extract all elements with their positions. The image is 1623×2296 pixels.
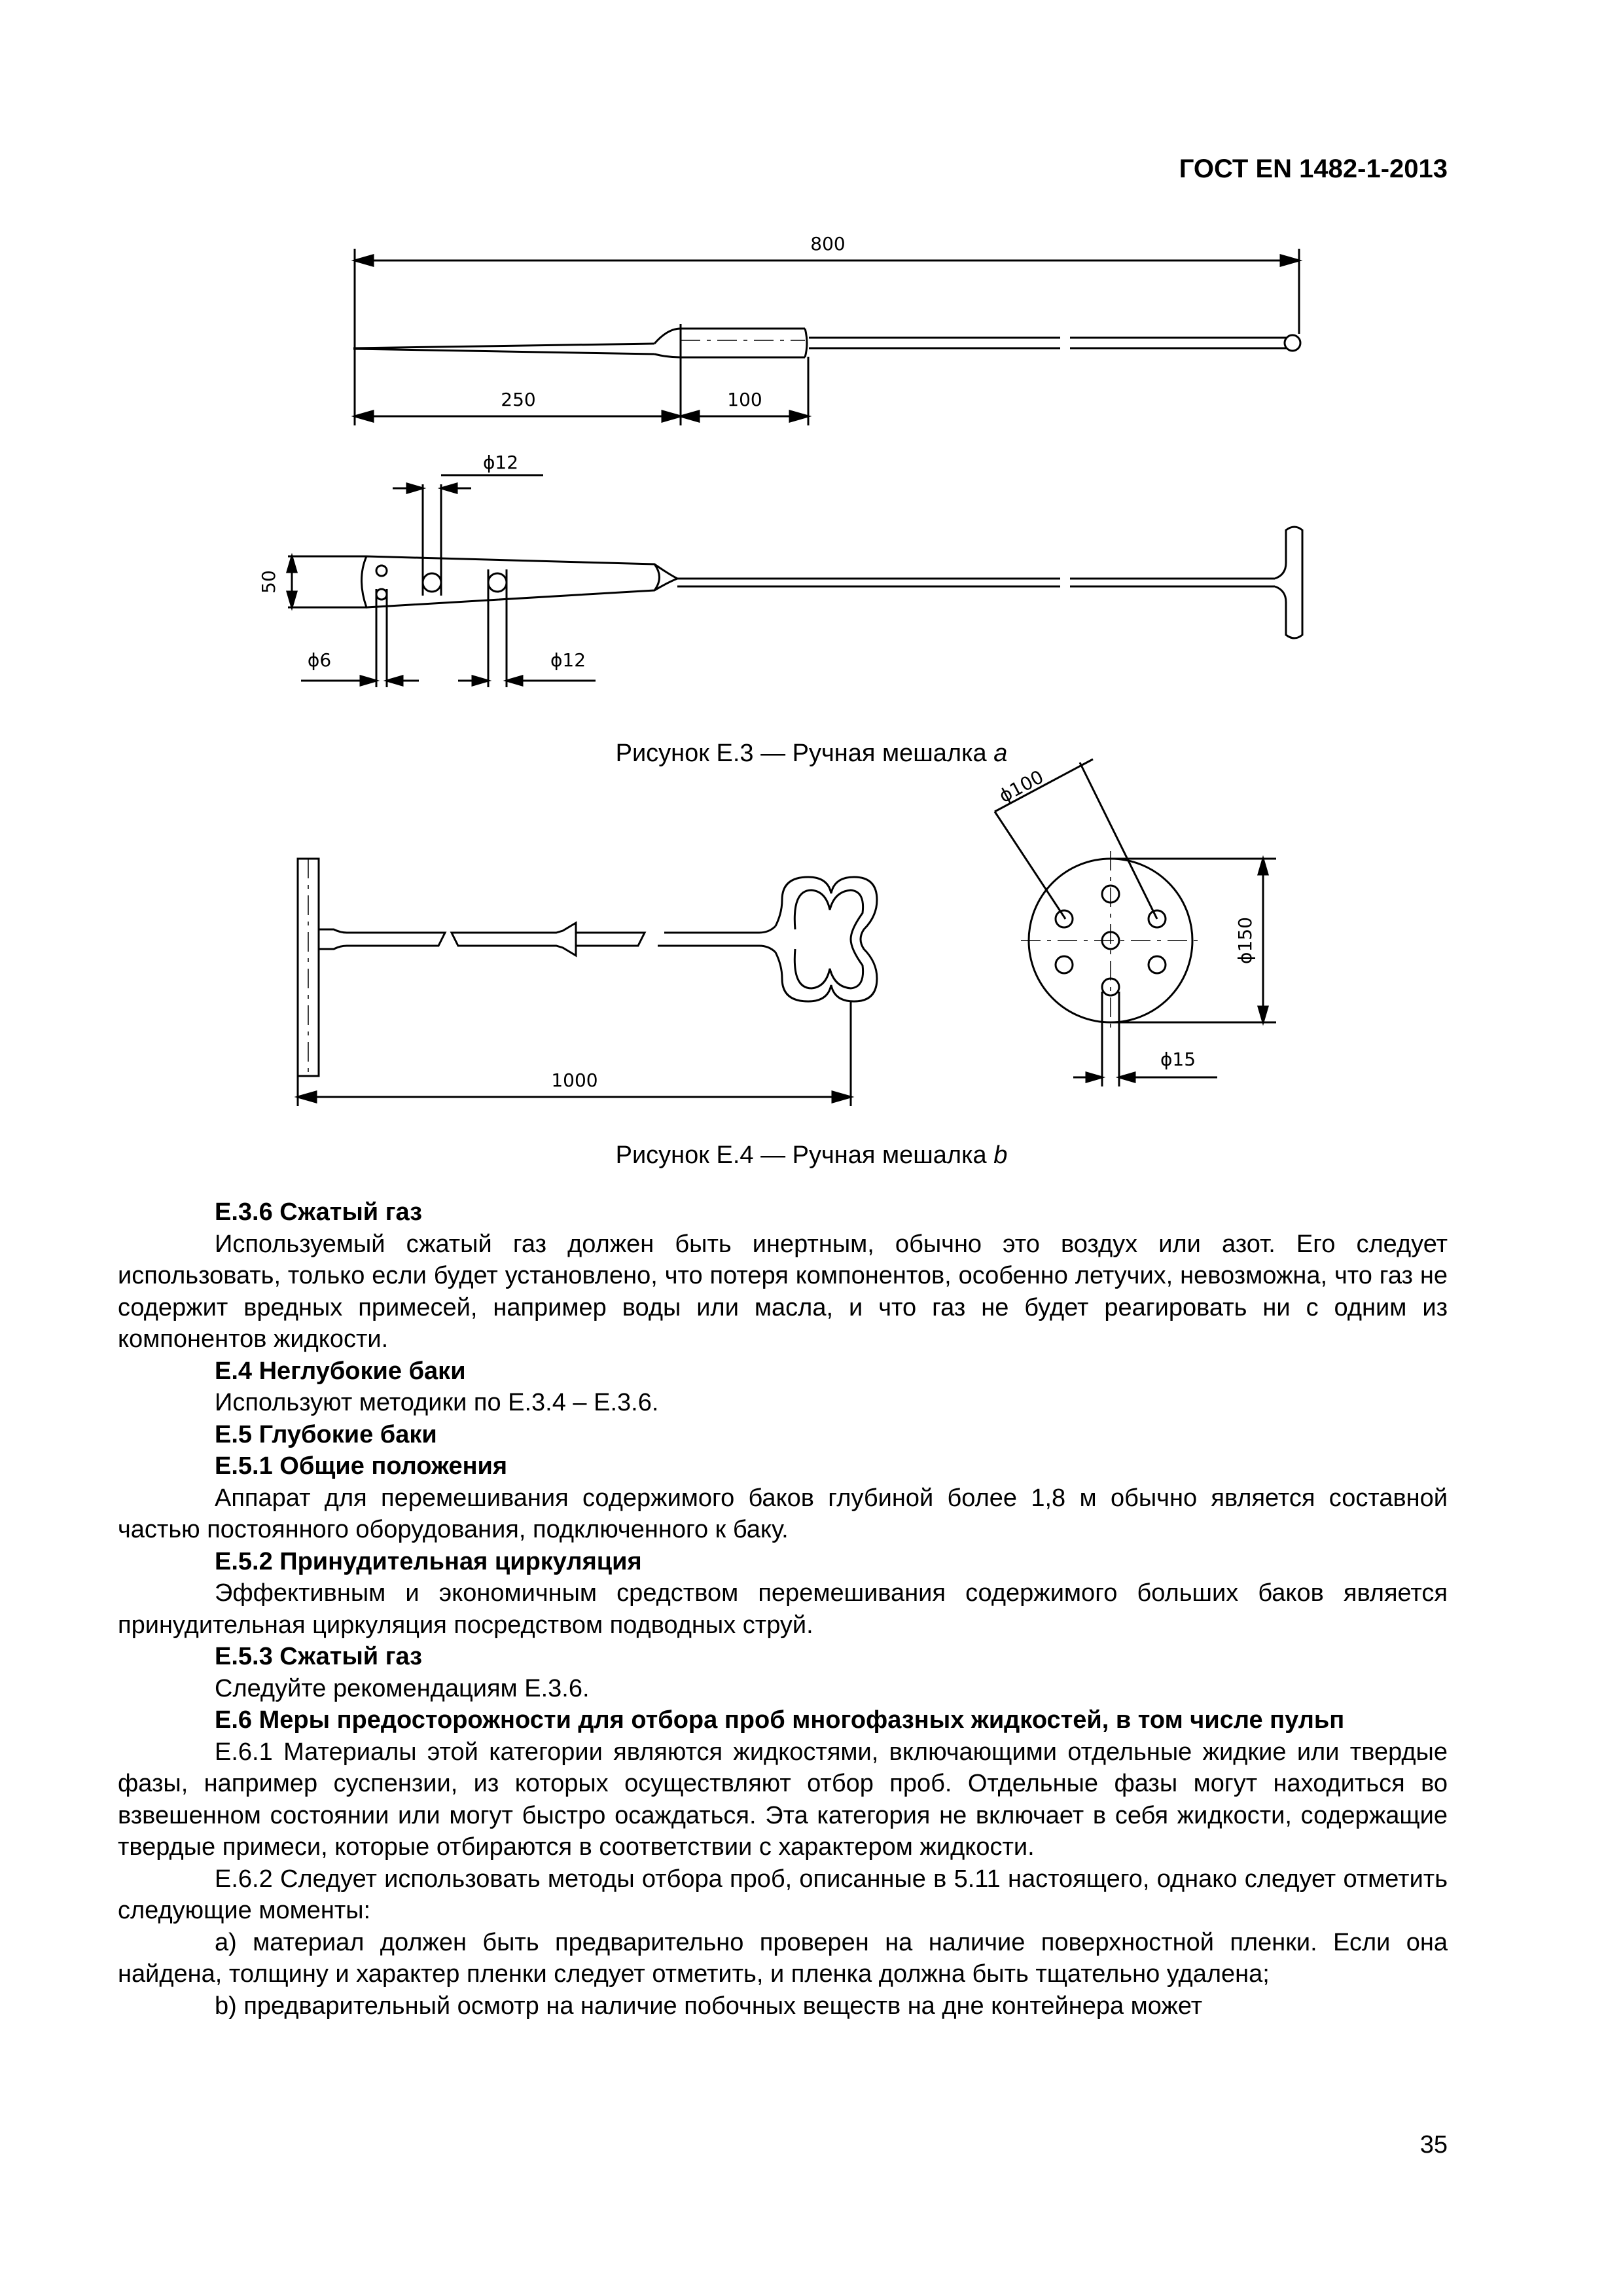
body-text bbox=[118, 1196, 1448, 2022]
paragraph: Аппарат для перемешивания содержимого баков глубиной более 1,8 м обычно является составной частью постоянного оборудования, подключенного к баку. bbox=[118, 1484, 1448, 1543]
paragraph: Используют методики по Е.3.4 – Е.3.6. bbox=[215, 1389, 659, 1416]
page-number: 35 bbox=[1419, 2131, 1448, 2159]
heading-e5-3: Е.5.3 Сжатый газ bbox=[215, 1643, 423, 1670]
dim-800: 800 bbox=[810, 233, 846, 255]
dim-d100: ϕ100 bbox=[995, 766, 1048, 808]
document-header: ГОСТ EN 1482-1-2013 bbox=[1179, 154, 1448, 183]
paragraph: Используемый сжатый газ должен быть инертным, обычно это воздух или азот. Его следует использовать, только если будет установлено, что потеря компонентов, особенно летучих, невозможна, что газ не содержит вредных примесей, например воды или масла, и что газ не будет реагировать ни с одним из компонентов жидкости. bbox=[118, 1230, 1448, 1353]
dim-d15: ϕ15 bbox=[1160, 1049, 1196, 1070]
figure-e4-caption: Рисунок Е.4 — Ручная мешалка b bbox=[615, 1141, 1008, 1169]
dim-100: 100 bbox=[727, 389, 762, 410]
paragraph: Эффективным и экономичным средством перемешивания содержимого больших баков является принудительная циркуляция посредством подводных струй. bbox=[118, 1579, 1448, 1639]
dim-d150: ϕ150 bbox=[1234, 917, 1256, 964]
heading-e6: Е.6 Меры предосторожности для отбора проб многофазных жидкостей, в том числе пульп bbox=[215, 1706, 1345, 1734]
dim-1000: 1000 bbox=[551, 1069, 598, 1091]
dim-d6: ϕ6 bbox=[307, 649, 332, 671]
paragraph: Следуйте рекомендациям Е.3.6. bbox=[215, 1674, 590, 1702]
heading-e4: Е.4 Неглубокие баки bbox=[215, 1357, 466, 1385]
heading-e3-6: Е.3.6 Сжатый газ bbox=[215, 1198, 423, 1226]
list-item: b) предварительный осмотр на наличие побочных веществ на дне контейнера может bbox=[215, 1992, 1203, 2020]
dim-250: 250 bbox=[501, 389, 536, 410]
dim-d12-bottom: ϕ12 bbox=[550, 649, 586, 671]
dim-d12-top: ϕ12 bbox=[482, 452, 519, 473]
heading-e5-2: Е.5.2 Принудительная циркуляция bbox=[215, 1547, 642, 1575]
paragraph: Е.6.2 Следует использовать методы отбора проб, описанные в 5.11 настоящего, однако следует отметить следующие моменты: bbox=[118, 1865, 1448, 1924]
paragraph: Е.6.1 Материалы этой категории являются жидкостями, включающими отдельные жидкие или твердые фазы, например суспензии, из которых осуществляют отбор проб. Отдельные фазы могут находиться во взвешенном состоянии или могут быстро осаждаться. Эта категория не включает в себя жидкости, содержащие твердые примеси, которые отбираются в соответствии с характером жидкости. bbox=[118, 1738, 1448, 1861]
figure-e3-caption: Рисунок Е.3 — Ручная мешалка a bbox=[615, 740, 1008, 767]
dim-50: 50 bbox=[258, 570, 279, 594]
heading-e5-1: Е.5.1 Общие положения bbox=[215, 1452, 508, 1480]
list-item: а) материал должен быть предварительно проверен на наличие поверхностной пленки. Если она найдена, толщину и характер пленки следует отметить, и пленка должна быть тщательно удалена; bbox=[118, 1928, 1448, 1988]
heading-e5: Е.5 Глубокие баки bbox=[215, 1420, 437, 1448]
